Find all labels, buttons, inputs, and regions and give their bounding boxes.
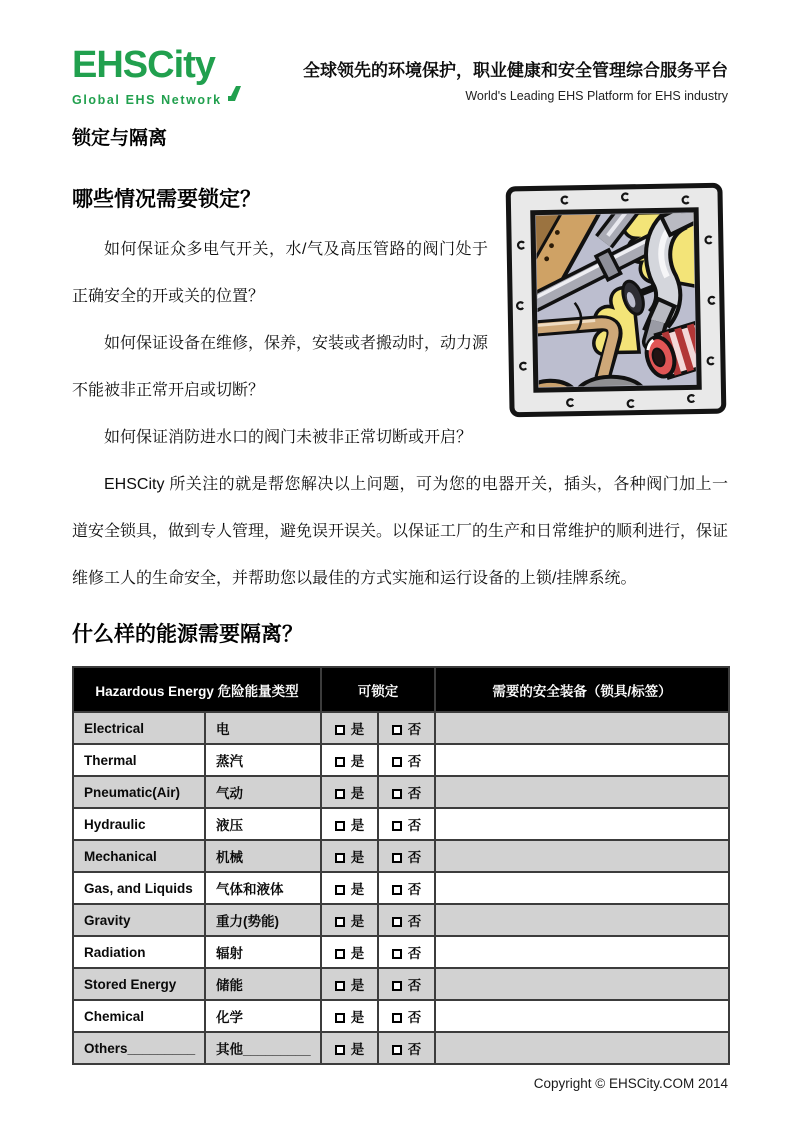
- yes-checkbox-icon: [335, 853, 345, 863]
- yes-cell: [321, 872, 378, 904]
- energy-table-body: [73, 712, 729, 1064]
- no-label: 否: [407, 978, 422, 993]
- energy-type-zh: 液压: [205, 808, 321, 840]
- no-label: 否: [407, 1042, 422, 1057]
- no-checkbox-icon: [392, 821, 402, 831]
- pipes-valves-illustration: [504, 179, 728, 421]
- paragraph: 如何保证众多电气开关，水/气及高压管路的阀门处于正确安全的开或关的位置？: [72, 241, 488, 305]
- table-row: [73, 872, 729, 904]
- energy-type-en: Chemical: [73, 1000, 205, 1032]
- equipment-blank-cell: [435, 1000, 729, 1032]
- tagline-english: World's Leading EHS Platform for EHS industry: [465, 89, 728, 103]
- yes-checkbox-icon: [335, 1045, 345, 1055]
- yes-cell: [321, 936, 378, 968]
- no-label: 否: [407, 1010, 422, 1025]
- table-row: [73, 936, 729, 968]
- paragraph: EHSCity 所关注的就是帮您解决以上问题，可为您的电器开关，插头，各种阀门加上一道安全锁具，做到专人管理，避免误开误关。以保证工厂的生产和日常维护的顺利进行，保证维修工人的生命安全，并帮助您以最佳的方式实施和运行设备的上锁/挂牌系统。: [72, 476, 729, 587]
- energy-type-en: Stored Energy: [73, 968, 205, 1000]
- yes-cell: [321, 1032, 378, 1064]
- yes-checkbox-icon: [335, 981, 345, 991]
- table-row: [73, 968, 729, 1000]
- yes-label: 是: [350, 882, 365, 897]
- yes-label: 是: [350, 946, 365, 961]
- logo-subtitle: Global EHS Network: [72, 93, 222, 107]
- yes-checkbox-icon: [335, 1013, 345, 1023]
- tagline-chinese: 全球领先的环境保护，职业健康和安全管理综合服务平台: [303, 61, 728, 80]
- energy-type-zh: 蒸汽: [205, 744, 321, 776]
- energy-type-en: Gravity: [73, 904, 205, 936]
- page-header: [72, 46, 728, 107]
- yes-label: 是: [350, 818, 365, 833]
- no-checkbox-icon: [392, 1013, 402, 1023]
- no-cell: [378, 936, 435, 968]
- energy-type-en: Hydraulic: [73, 808, 205, 840]
- equipment-blank-cell: [435, 840, 729, 872]
- table-row: [73, 1000, 729, 1032]
- yes-cell: [321, 840, 378, 872]
- energy-type-en: Others_________: [73, 1032, 205, 1064]
- table-row: [73, 1032, 729, 1064]
- table-row: [73, 904, 729, 936]
- section2-heading: 什么样的能源需要隔离？: [72, 623, 303, 646]
- energy-type-en: Thermal: [73, 744, 205, 776]
- no-checkbox-icon: [392, 725, 402, 735]
- energy-type-zh: 储能: [205, 968, 321, 1000]
- energy-type-en: Pneumatic(Air): [73, 776, 205, 808]
- yes-label: 是: [350, 754, 365, 769]
- equipment-blank-cell: [435, 776, 729, 808]
- equipment-blank-cell: [435, 744, 729, 776]
- no-cell: [378, 904, 435, 936]
- energy-type-zh: 气体和液体: [205, 872, 321, 904]
- logo-chevron-icon: [226, 86, 242, 107]
- yes-cell: [321, 808, 378, 840]
- copyright-footer: Copyright © EHSCity.COM 2014: [533, 1076, 728, 1091]
- col-header-lockable: 可锁定: [321, 667, 435, 712]
- table-row: [73, 840, 729, 872]
- energy-type-en: Gas, and Liquids: [73, 872, 205, 904]
- col-header-equipment: 需要的安全装备（锁具/标签）: [435, 667, 729, 712]
- yes-checkbox-icon: [335, 725, 345, 735]
- page-title: 锁定与隔离: [72, 128, 168, 149]
- paragraph: 如何保证消防进水口的阀门未被非正常切断或开启？: [104, 429, 473, 446]
- equipment-blank-cell: [435, 808, 729, 840]
- paragraph: 如何保证设备在维修，保养，安装或者搬动时，动力源不能被非正常开启或切断？: [72, 335, 489, 399]
- logo: [72, 46, 242, 107]
- hazardous-energy-table: [72, 666, 730, 1065]
- no-checkbox-icon: [392, 949, 402, 959]
- no-cell: [378, 712, 435, 744]
- equipment-blank-cell: [435, 712, 729, 744]
- yes-checkbox-icon: [335, 789, 345, 799]
- equipment-blank-cell: [435, 968, 729, 1000]
- logo-wordmark: EHSCity: [72, 44, 215, 86]
- yes-checkbox-icon: [335, 885, 345, 895]
- yes-label: 是: [350, 1010, 365, 1025]
- no-label: 否: [407, 818, 422, 833]
- no-label: 否: [407, 850, 422, 865]
- no-cell: [378, 1000, 435, 1032]
- equipment-blank-cell: [435, 872, 729, 904]
- header-taglines: [303, 46, 728, 103]
- yes-label: 是: [350, 914, 365, 929]
- equipment-blank-cell: [435, 936, 729, 968]
- yes-checkbox-icon: [335, 949, 345, 959]
- no-label: 否: [407, 914, 422, 929]
- energy-type-zh: 辐射: [205, 936, 321, 968]
- yes-label: 是: [350, 722, 365, 737]
- no-cell: [378, 776, 435, 808]
- energy-type-en: Mechanical: [73, 840, 205, 872]
- section-energy-isolation: [72, 618, 728, 1065]
- no-label: 否: [407, 946, 422, 961]
- energy-type-zh: 重力(势能): [205, 904, 321, 936]
- no-cell: [378, 968, 435, 1000]
- yes-cell: [321, 744, 378, 776]
- no-cell: [378, 1032, 435, 1064]
- lockout-cartoon-icon: [504, 179, 728, 421]
- energy-type-en: Electrical: [73, 712, 205, 744]
- equipment-blank-cell: [435, 1032, 729, 1064]
- no-checkbox-icon: [392, 1045, 402, 1055]
- no-cell: [378, 744, 435, 776]
- yes-cell: [321, 1000, 378, 1032]
- no-cell: [378, 840, 435, 872]
- yes-checkbox-icon: [335, 757, 345, 767]
- no-checkbox-icon: [392, 853, 402, 863]
- yes-cell: [321, 904, 378, 936]
- no-checkbox-icon: [392, 981, 402, 991]
- yes-label: 是: [350, 850, 365, 865]
- energy-type-en: Radiation: [73, 936, 205, 968]
- yes-cell: [321, 968, 378, 1000]
- energy-type-zh: 气动: [205, 776, 321, 808]
- no-checkbox-icon: [392, 757, 402, 767]
- equipment-blank-cell: [435, 904, 729, 936]
- table-row: [73, 712, 729, 744]
- no-label: 否: [407, 786, 422, 801]
- no-label: 否: [407, 722, 422, 737]
- table-row: [73, 744, 729, 776]
- no-cell: [378, 808, 435, 840]
- section1-heading: 哪些情况需要锁定？: [72, 188, 261, 211]
- yes-label: 是: [350, 1042, 365, 1057]
- energy-type-zh: 机械: [205, 840, 321, 872]
- yes-checkbox-icon: [335, 917, 345, 927]
- energy-type-zh: 电: [205, 712, 321, 744]
- yes-label: 是: [350, 786, 365, 801]
- table-header-row: [73, 667, 729, 712]
- table-row: [73, 808, 729, 840]
- no-checkbox-icon: [392, 917, 402, 927]
- no-label: 否: [407, 754, 422, 769]
- energy-type-zh: 其他_________: [205, 1032, 321, 1064]
- yes-checkbox-icon: [335, 821, 345, 831]
- no-checkbox-icon: [392, 789, 402, 799]
- table-row: [73, 776, 729, 808]
- section-lockout-cases: [72, 183, 728, 602]
- no-cell: [378, 872, 435, 904]
- no-checkbox-icon: [392, 885, 402, 895]
- yes-cell: [321, 712, 378, 744]
- yes-label: 是: [350, 978, 365, 993]
- energy-type-zh: 化学: [205, 1000, 321, 1032]
- col-header-energy-type: Hazardous Energy 危险能量类型: [73, 667, 321, 712]
- no-label: 否: [407, 882, 422, 897]
- yes-cell: [321, 776, 378, 808]
